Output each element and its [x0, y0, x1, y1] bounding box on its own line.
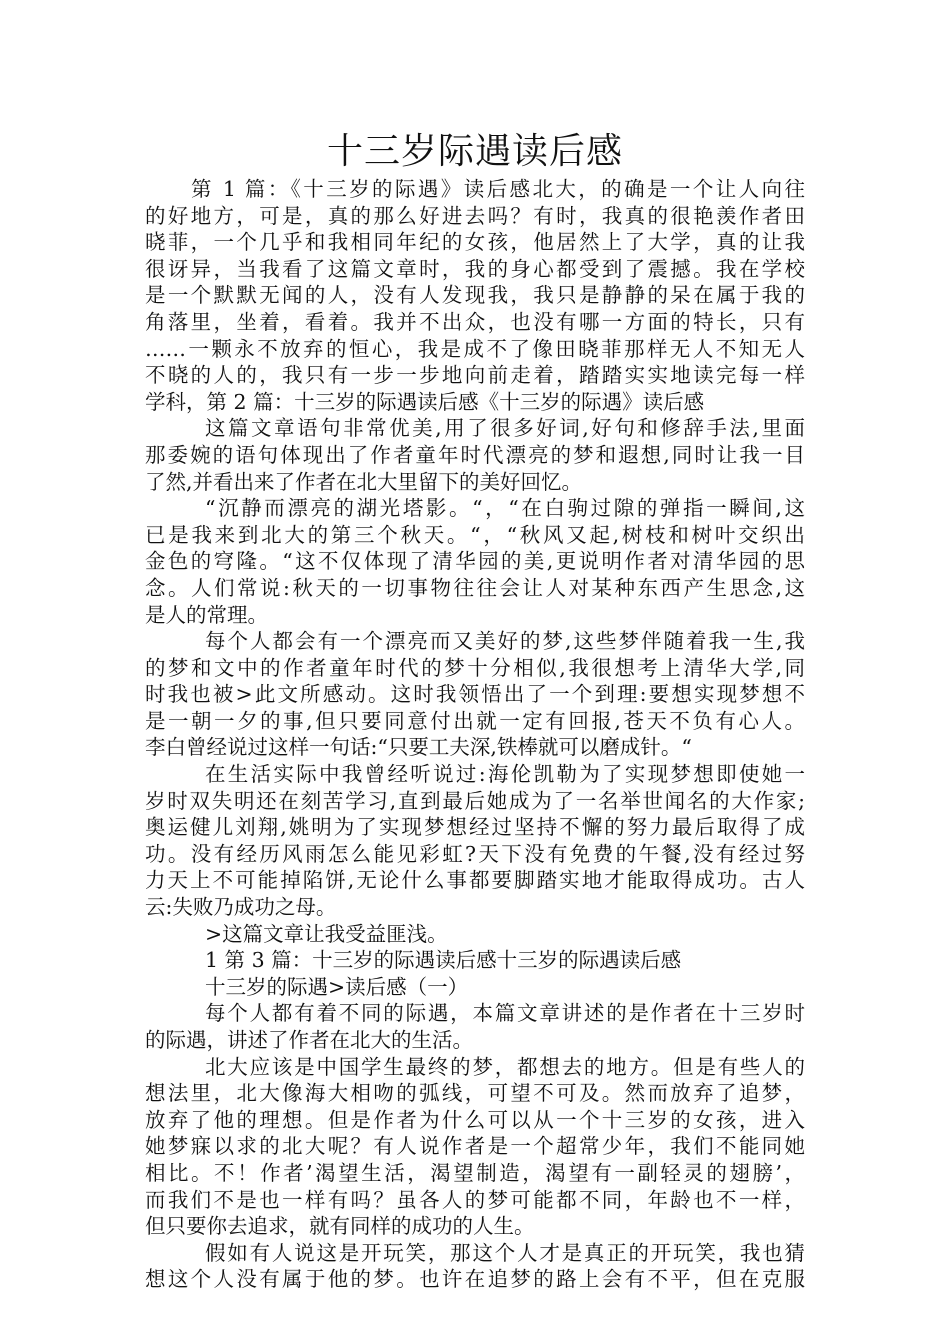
text-line: 这篇文章语句非常优美,用了很多好词,好句和修辞手法,里面	[205, 416, 805, 441]
text-line: 而我们不是也一样有吗？虽各人的梦可能都不同，年龄也不一样，	[145, 1187, 805, 1212]
document-title: 十三岁际遇读后感	[326, 131, 623, 172]
text-line: 那委婉的语句体现出了作者童年时代漂亮的梦和遐想,同时让我一目	[145, 442, 805, 467]
text-line: 很讶异，当我看了这篇文章时，我的身心都受到了震撼。我在学校	[145, 256, 805, 281]
text-line: 是一个默默无闻的人，没有人发现我，我只是静静的呆在属于我的	[145, 283, 805, 308]
text-line: 力天上不可能掉陷饼,无论什么事都要脚踏实地才能取得成功。古人	[145, 868, 805, 893]
text-line: 在生活实际中我曾经听说过:海伦凯勒为了实现梦想即使她一	[205, 762, 805, 787]
text-line: 金色的穹隆。“这不仅体现了清华园的美,更说明作者对清华园的思	[145, 549, 805, 574]
text-line: 了然,并看出来了作者在北大里留下的美好回忆。	[145, 469, 583, 494]
text-line: 每个人都会有一个漂亮而又美好的梦,这些梦伴随着我一生,我	[205, 629, 805, 654]
text-line: 念。人们常说:秋天的一切事物往往会让人对某种东西产生思念,这	[145, 575, 805, 600]
text-line: 北大应该是中国学生最终的梦，都想去的地方。但是有些人的	[205, 1054, 805, 1079]
text-line: 是人的常理。	[145, 602, 268, 627]
text-line: 十三岁的际遇>读后感（一）	[205, 974, 469, 999]
text-line: “沉静而漂亮的湖光塔影。“，“在白驹过隙的弹指一瞬间,这	[205, 496, 805, 521]
text-line: 的好地方，可是，真的那么好进去吗？有时，我真的很艳羡作者田	[145, 203, 805, 228]
text-line: 但只要你去追求，就有同样的成功的人生。	[145, 1214, 535, 1239]
text-line: 相比。不！作者’渴望生活，渴望制造，渴望有一副轻灵的翅膀’，	[145, 1160, 805, 1185]
document-body	[145, 176, 805, 1293]
text-line: 李白曾经说过这样一句话:“只要工夫深,铁棒就可以磨成针。“	[145, 735, 692, 760]
text-line: 学科，第 2 篇：十三岁的际遇读后感《十三岁的际遇》读后感	[145, 389, 705, 414]
text-line: 想法里，北大像海大相吻的弧线，可望不可及。然而放弃了追梦，	[145, 1081, 805, 1106]
text-line: 放弃了他的理想。但是作者为什么可以从一个十三岁的女孩，进入	[145, 1107, 805, 1132]
text-line: 云:失败乃成功之母。	[145, 895, 337, 920]
text-line: 晓菲，一个几乎和我相同年纪的女孩，他居然上了大学，真的让我	[145, 230, 805, 255]
text-line: 第 1 篇：《十三岁的际遇》读后感北大，的确是一个让人向往	[191, 177, 805, 201]
text-line: 已是我来到北大的第三个秋天。“，“秋风又起,树枝和树叶交织出	[145, 522, 805, 547]
text-line: 的际遇，讲述了作者在北大的生活。	[145, 1028, 473, 1052]
text-line: 角落里，坐着，看着。我并不出众，也没有哪一方面的特长，只有	[145, 309, 805, 334]
text-line: 是一朝一夕的事,但只要同意付出就一定有回报,苍天不负有心人。	[145, 708, 805, 733]
text-line: >这篇文章让我受益匪浅。	[205, 921, 448, 946]
text-line: 的梦和文中的作者童年时代的梦十分相似,我很想考上清华大学,同	[145, 655, 805, 680]
text-line: 功。没有经历风雨怎么能见彩虹?天下没有免费的午餐,没有经过努	[145, 841, 805, 866]
text-line: 1 第 3 篇：十三岁的际遇读后感十三岁的际遇读后感	[205, 948, 682, 973]
text-line: 不晓的人的，我只有一步一步地向前走着，踏踏实实地读完每一样	[145, 363, 805, 388]
text-line: 岁时双失明还在刻苦学习,直到最后她成为了一名举世闻名的大作家;	[145, 788, 805, 813]
text-line: 假如有人说这是开玩笑，那这个人才是真正的开玩笑，我也猜	[205, 1240, 805, 1265]
text-line: 她梦寐以求的北大呢？有人说作者是一个超常少年，我们不能同她	[145, 1134, 805, 1159]
text-line: 奥运健儿刘翔,姚明为了实现梦想经过坚持不懈的努力最后取得了成	[145, 815, 805, 840]
text-line: ……一颗永不放弃的恒心，我是成不了像田晓菲那样无人不知无人	[145, 336, 805, 361]
text-line: 每个人都有着不同的际遇，本篇文章讲述的是作者在十三岁时	[205, 1001, 805, 1026]
text-line: 想这个人没有属于他的梦。也许在追梦的路上会有不平，但在克服	[145, 1267, 805, 1292]
text-line: 时我也被>此文所感动。这时我领悟出了一个到理:要想实现梦想不	[145, 682, 805, 707]
